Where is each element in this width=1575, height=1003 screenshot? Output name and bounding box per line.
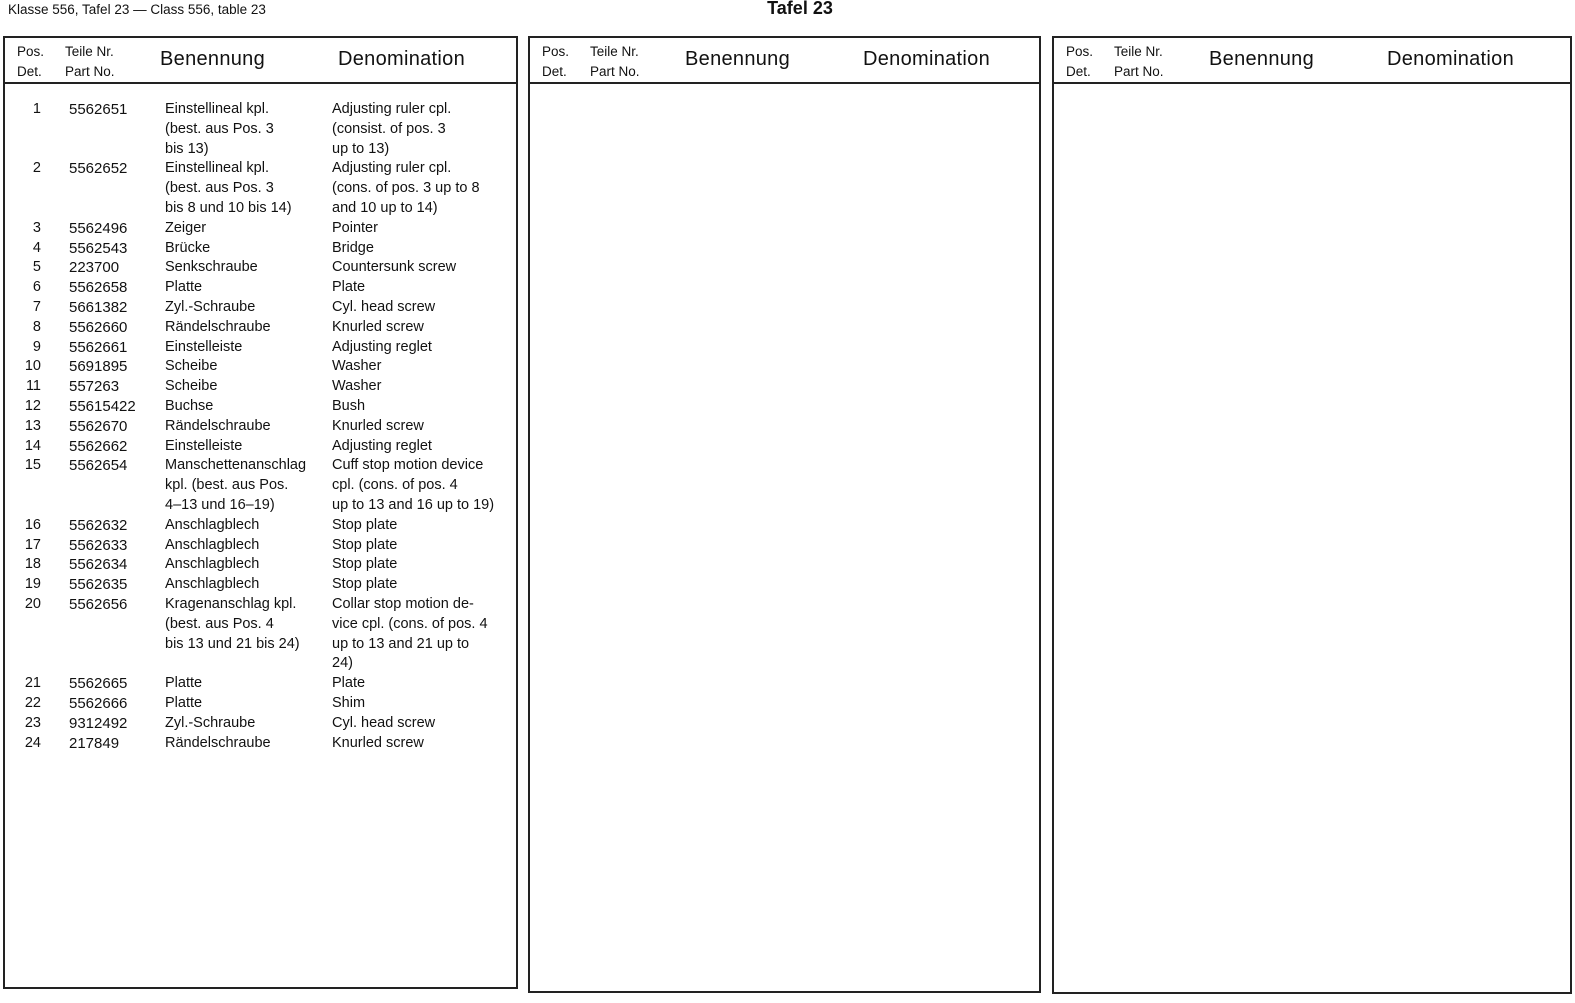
cell-pos: 11 [25,378,41,395]
header-pos-det [542,42,569,82]
cell-pos: 12 [24,397,41,414]
table-row [5,239,516,259]
cell-pos: 9 [32,338,41,355]
cell-pos: 5 [32,259,41,276]
cell-part-no: 223700 [69,259,120,277]
cell-part-no: 5562652 [69,160,128,178]
cell-denomination: Adjusting ruler cpl. (cons. of pos. 3 up to 8 and 10 up to 14) [332,160,480,216]
cell-part-no: 557263 [69,378,120,396]
page-header-reference: Klasse 556, Tafel 23 — Class 556, table 23 [8,2,266,17]
cell-part-no: 5661382 [69,298,128,316]
cell-pos: 4 [32,239,41,256]
cell-denomination: Pointer [332,219,378,236]
table-row [5,159,516,218]
table-row [5,338,516,358]
cell-part-no: 5562656 [69,595,128,613]
cell-pos: 22 [24,694,41,711]
cell-part-no: 9312492 [69,714,128,732]
cell-pos: 6 [32,279,41,296]
cell-benennung: Brücke [165,239,211,256]
cell-benennung: Anschlagblech [165,556,260,573]
header-benennung: Benennung [160,48,266,70]
header-teile-nr-label: Teile Nr. [590,44,639,59]
cell-denomination: Washer [332,378,382,395]
cell-pos: 3 [32,219,41,236]
cell-benennung: Senkschraube [165,259,258,276]
cell-part-no: 5562654 [69,457,128,475]
cell-pos: 17 [24,536,41,553]
header-pos-label: Pos. [542,44,570,59]
cell-part-no: 5691895 [69,358,128,376]
table-row [5,417,516,437]
table-header [530,38,1039,84]
cell-denomination: Stop plate [332,556,398,573]
cell-denomination: Adjusting reglet [332,338,432,355]
cell-benennung: Kragenanschlag kpl. (best. aus Pos. 4 bis 13 und 21 bis 24) [165,595,300,652]
header-part-no-label: Part No. [65,64,115,79]
cell-pos: 18 [24,556,41,573]
header-part-no-label: Part No. [1114,64,1164,79]
cell-benennung: Anschlagblech [165,516,260,533]
table-row [5,318,516,338]
cell-denomination: Knurled screw [332,417,424,434]
header-pos-label: Pos. [17,44,45,59]
table-row [5,734,516,754]
cell-denomination: Bush [332,397,366,414]
table-row [5,595,516,674]
cell-part-no: 5562666 [69,694,128,712]
cell-benennung: Rändelschraube [165,417,271,434]
table-row [5,357,516,377]
header-det-label: Det. [17,64,42,79]
cell-benennung: Platte [165,675,203,692]
cell-pos: 15 [24,457,41,474]
cell-pos: 8 [32,318,41,335]
cell-pos: 21 [24,675,41,692]
cell-benennung: Scheibe [165,358,218,375]
cell-benennung: Manschettenanschlag kpl. (best. aus Pos. 4–13 und 16–19) [165,457,307,513]
table-row [5,397,516,417]
cell-benennung: Rändelschraube [165,734,271,751]
cell-pos: 10 [24,358,41,375]
cell-pos: 7 [32,298,41,315]
cell-denomination: Stop plate [332,576,398,593]
cell-denomination: Adjusting ruler cpl. (consist. of pos. 3 up to 13) [332,101,452,157]
cell-pos: 19 [24,576,41,593]
cell-part-no: 5562634 [69,556,128,574]
cell-pos: 13 [24,417,41,434]
table-row [5,536,516,556]
table-row [5,278,516,298]
header-denomination: Denomination [1387,48,1515,70]
cell-benennung: Rändelschraube [165,318,271,335]
cell-pos: 16 [24,516,41,533]
cell-denomination: Bridge [332,239,374,256]
parts-rows [5,100,516,753]
cell-denomination: Knurled screw [332,318,424,335]
header-denomination: Denomination [338,48,466,70]
cell-part-no: 217849 [69,734,120,752]
header-pos-det [1066,42,1093,82]
cell-part-no: 55615422 [69,397,136,415]
cell-benennung: Platte [165,694,203,711]
cell-denomination: Plate [332,675,366,692]
cell-benennung: Zyl.-Schraube [165,298,256,315]
cell-part-no: 5562665 [69,675,128,693]
cell-benennung: Anschlagblech [165,576,260,593]
table-row [5,714,516,734]
cell-part-no: 5562658 [69,279,128,297]
cell-pos: 2 [32,160,41,177]
header-benennung: Benennung [685,48,791,70]
cell-denomination: Collar stop motion de- vice cpl. (cons. of pos. 4 up to 13 and 21 up to 24) [332,595,488,672]
cell-denomination: Shim [332,694,366,711]
cell-benennung: Zyl.-Schraube [165,714,256,731]
table-row [5,694,516,714]
table-row [5,437,516,457]
table-row [5,555,516,575]
cell-denomination: Adjusting reglet [332,437,432,454]
table-header [5,38,516,84]
table-row [5,100,516,159]
cell-part-no: 5562662 [69,437,128,455]
cell-part-no: 5562651 [69,101,128,118]
parts-table-panel-2 [528,36,1041,993]
cell-benennung: Einstellineal kpl. (best. aus Pos. 3 bis 8 und 10 bis 14) [165,160,292,216]
header-det-label: Det. [542,64,567,79]
header-pos-det [17,42,44,82]
cell-pos: 24 [24,734,41,751]
cell-denomination: Stop plate [332,536,398,553]
cell-denomination: Stop plate [332,516,398,533]
cell-part-no: 5562496 [69,219,128,237]
cell-benennung: Einstelleiste [165,437,243,454]
table-row [5,258,516,278]
table-row [5,456,516,515]
table-row [5,377,516,397]
cell-part-no: 5562670 [69,417,128,435]
cell-part-no: 5562635 [69,576,128,594]
cell-denomination: Countersunk screw [332,259,457,276]
cell-denomination: Cuff stop motion device cpl. (cons. of pos. 4 up to 13 and 16 up to 19) [332,457,495,513]
cell-pos: 1 [32,101,41,117]
cell-part-no: 5562633 [69,536,128,554]
cell-part-no: 5562632 [69,516,128,534]
cell-benennung: Zeiger [165,219,207,236]
cell-pos: 20 [24,595,41,612]
table-row [5,516,516,536]
cell-benennung: Platte [165,279,203,296]
cell-pos: 23 [24,714,41,731]
parts-table-panel-1 [3,36,518,989]
cell-denomination: Washer [332,358,382,375]
page-title: Tafel 23 [767,0,833,18]
cell-denomination: Knurled screw [332,734,424,751]
header-part-no [65,42,115,82]
cell-benennung: Einstelleiste [165,338,243,355]
header-denomination: Denomination [863,48,991,70]
cell-part-no: 5562543 [69,239,128,257]
header-pos-label: Pos. [1066,44,1094,59]
table-row [5,219,516,239]
header-part-no-label: Part No. [590,64,640,79]
cell-pos: 14 [24,437,41,454]
table-row [5,575,516,595]
table-row [5,298,516,318]
cell-benennung: Buchse [165,397,214,414]
cell-denomination: Cyl. head screw [332,298,436,315]
header-part-no [1114,42,1164,82]
header-teile-nr-label: Teile Nr. [1114,44,1163,59]
table-header [1054,38,1570,84]
cell-denomination: Cyl. head screw [332,714,436,731]
cell-part-no: 5562661 [69,338,128,356]
header-det-label: Det. [1066,64,1091,79]
header-part-no [590,42,640,82]
cell-part-no: 5562660 [69,318,128,336]
table-row [5,674,516,694]
header-teile-nr-label: Teile Nr. [65,44,114,59]
cell-benennung: Anschlagblech [165,536,260,553]
cell-benennung: Einstellineal kpl. (best. aus Pos. 3 bis 13) [165,101,274,157]
cell-denomination: Plate [332,279,366,296]
parts-table-panel-3 [1052,36,1572,994]
cell-benennung: Scheibe [165,378,218,395]
header-benennung: Benennung [1209,48,1315,70]
